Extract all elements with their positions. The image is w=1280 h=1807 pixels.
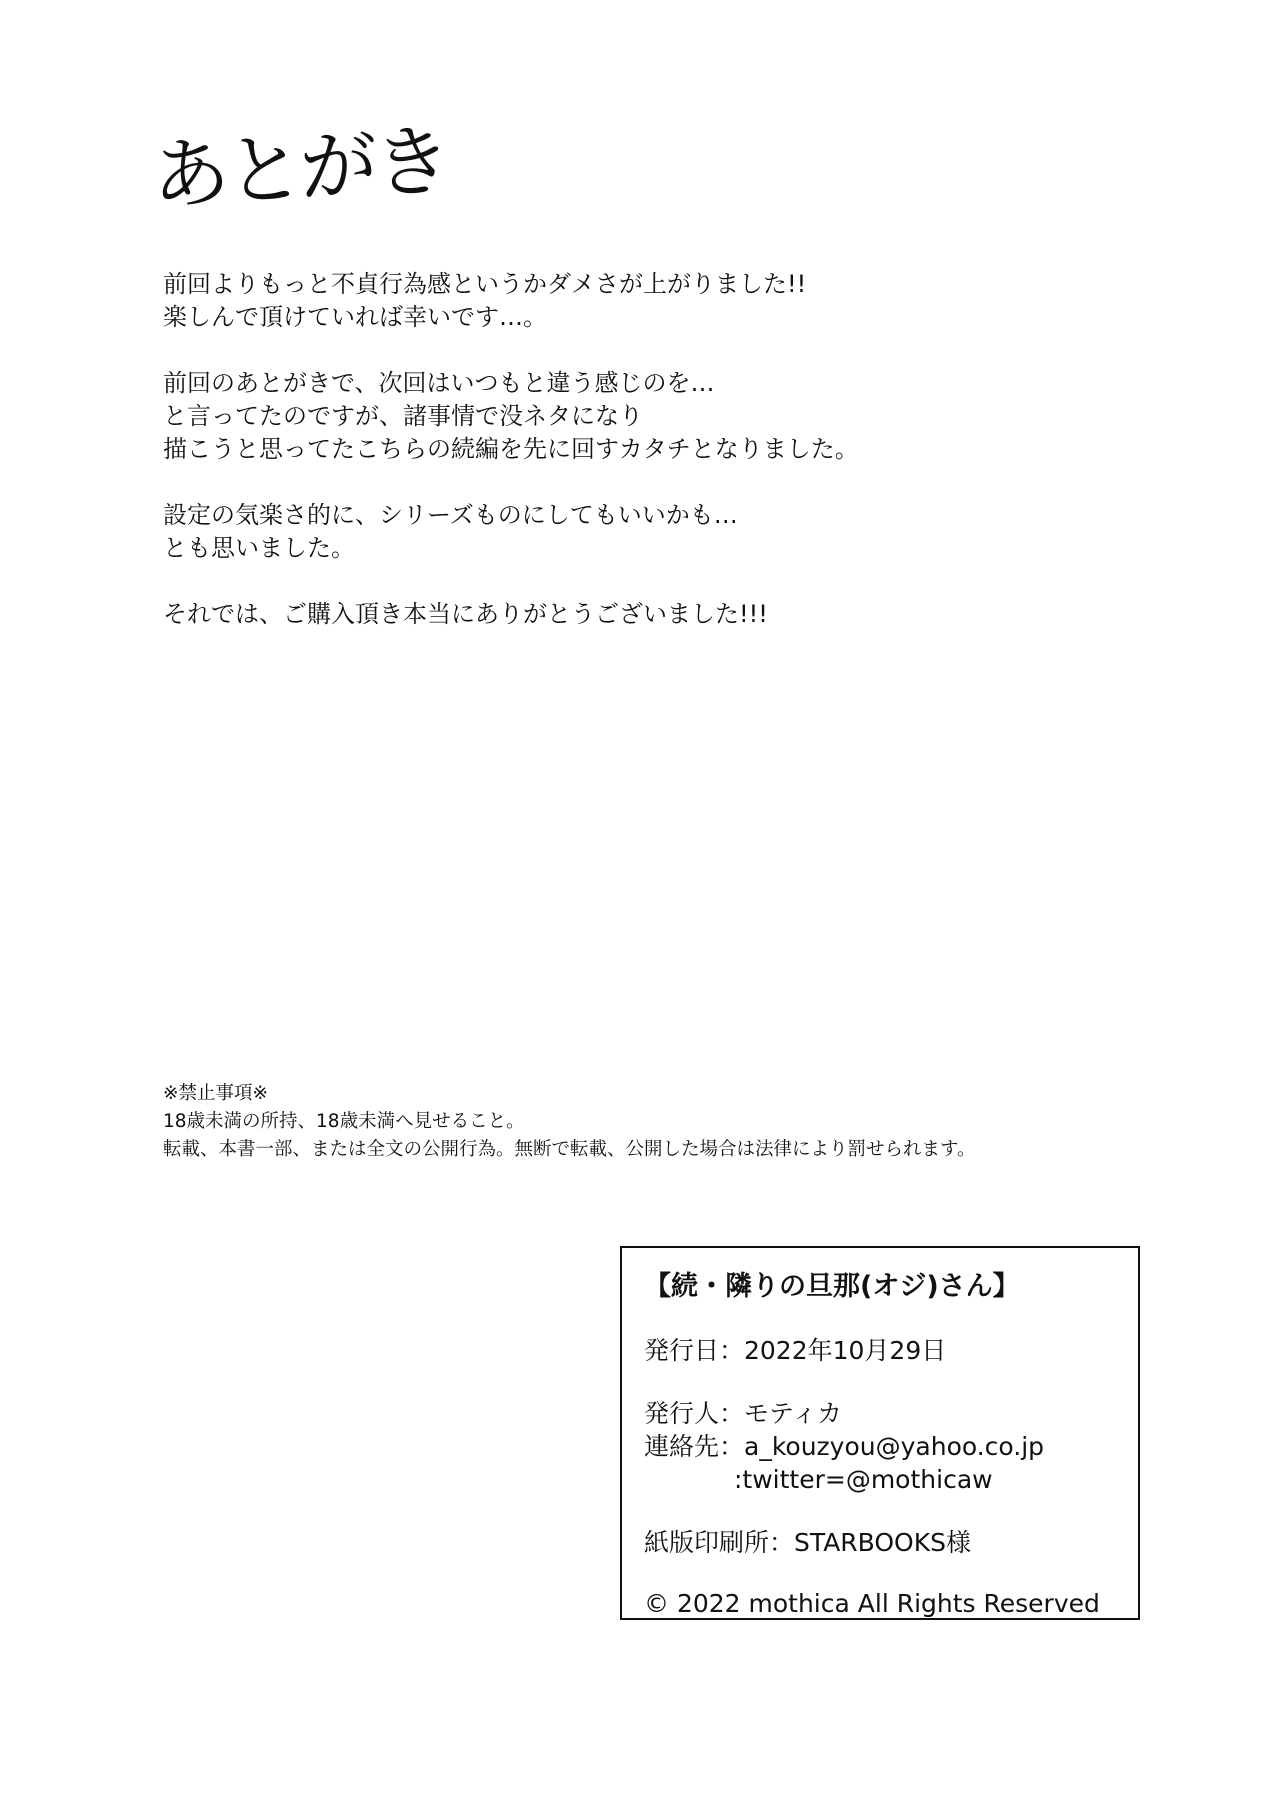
- afterword-paragraph: [163, 499, 1163, 565]
- afterword-title: あとがき: [149, 116, 450, 222]
- book-title: 【続・隣りの旦那(オジ)さん】: [644, 1271, 1020, 1302]
- contact-twitter: :twitter=@mothicaw: [734, 1465, 993, 1494]
- body-line: 設定の気楽さ的に、シリーズものにしてもいいかも…: [163, 501, 738, 529]
- body-line: と言ってたのですが、諸事情で没ネタになり: [163, 402, 643, 430]
- colophon-box: [620, 1246, 1140, 1620]
- printer: 紙版印刷所：STARBOOKS様: [644, 1528, 972, 1557]
- prohibition-notice: [163, 1080, 976, 1164]
- issue-date: 発行日：2022年10月29日: [644, 1336, 947, 1365]
- notice-line: 18歳未満の所持、18歳未満へ見せること。: [163, 1111, 525, 1132]
- body-line: 描こうと思ってたこちらの続編を先に回すカタチとなりました。: [163, 435, 859, 463]
- body-line: 楽しんで頂けていれば幸いです…。: [163, 303, 547, 331]
- notice-line: 転載、本書一部、または全文の公開行為。無断で転載、公開した場合は法律により罰せられます。: [163, 1139, 976, 1160]
- notice-heading: ※禁止事項※: [163, 1083, 269, 1104]
- copyright: © 2022 mothica All Rights Reserved: [644, 1589, 1100, 1618]
- body-line: とも思いました。: [163, 534, 355, 562]
- contact-email: 連絡先：a_kouzyou@yahoo.co.jp: [644, 1432, 1045, 1461]
- afterword-paragraph: [163, 367, 1163, 466]
- afterword-paragraph: [163, 598, 1163, 631]
- body-line: 前回よりもっと不貞行為感というかダメさが上がりました!!: [163, 270, 807, 298]
- body-line: それでは、ご購入頂き本当にありがとうございました!!!: [163, 600, 768, 628]
- afterword-paragraph: [163, 268, 1163, 334]
- afterword-body: [163, 268, 1163, 631]
- body-line: 前回のあとがきで、次回はいつもと違う感じのを…: [163, 369, 715, 397]
- publisher: 発行人：モティカ: [644, 1399, 843, 1428]
